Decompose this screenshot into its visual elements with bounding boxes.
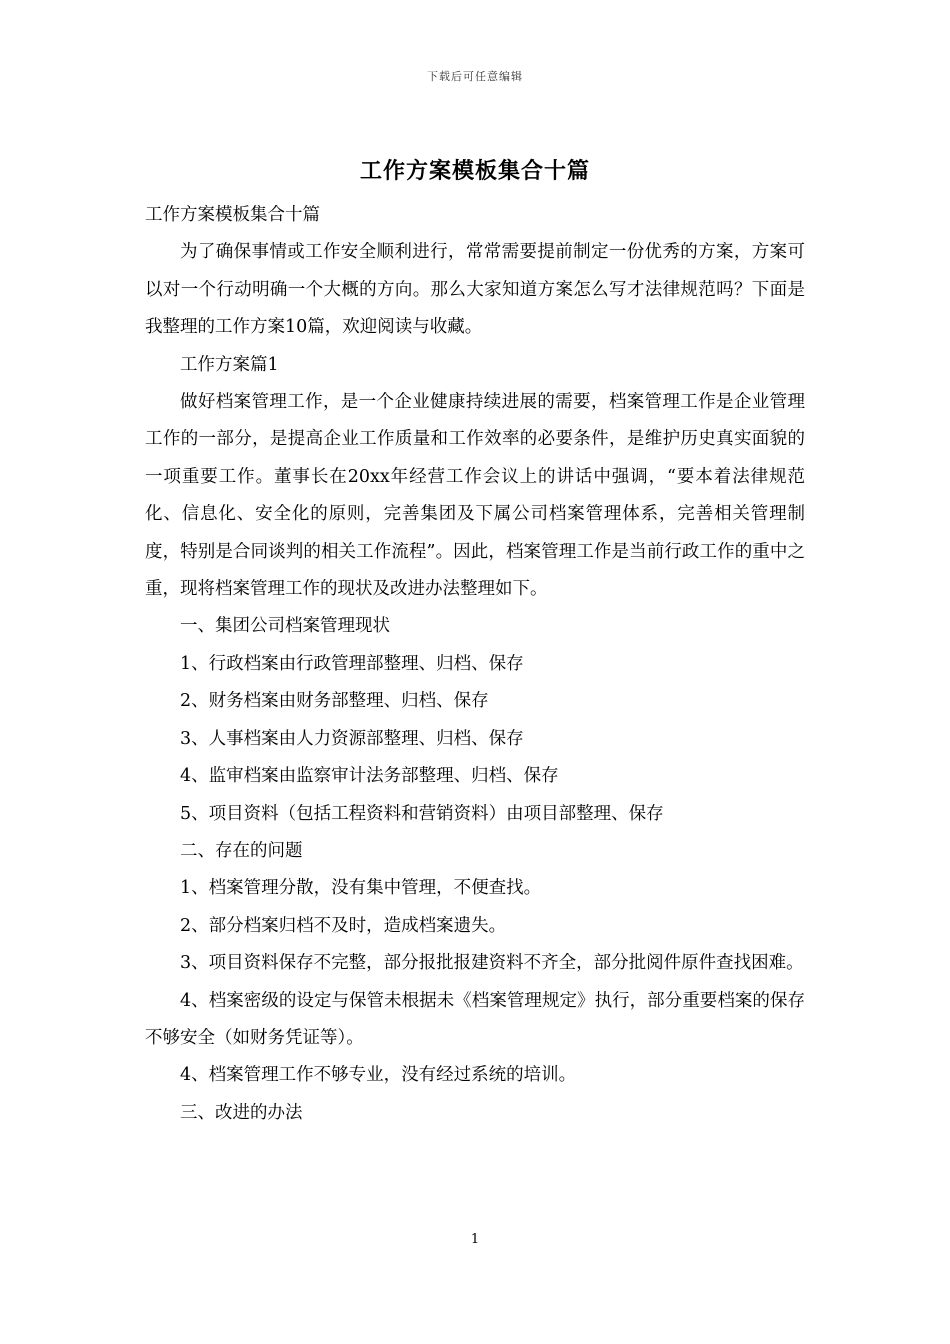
list-item: 3、人事档案由人力资源部整理、归档、保存	[180, 728, 524, 749]
list-item: 1、档案管理分散，没有集中管理，不便查找。	[180, 878, 542, 899]
list-item: 5、项目资料（包括工程资料和营销资料）由项目部整理、保存	[180, 803, 664, 824]
intro-paragraph: 为了确保事情或工作安全顺利进行，常常需要提前制定一份优秀的方案，方案可以对一个行动明确一个大概的方向。那么大家知道方案怎么写才法律规范吗？下面是我整理的工作方案10篇，欢迎阅读与收藏。	[145, 242, 805, 338]
subtitle-paragraph: 工作方案模板集合十篇	[145, 205, 320, 225]
document-body	[145, 197, 805, 1132]
list-item: 3、项目资料保存不完整，部分报批报建资料不齐全，部分批阅件原件查找困难。	[180, 953, 804, 974]
section-heading: 三、改进的办法	[180, 1102, 303, 1123]
header-note: 下载后可任意编辑	[427, 70, 523, 83]
list-item: 4、档案密级的设定与保管未根据未《档案管理规定》执行，部分重要档案的保存不够安全（如财务凭证等）。	[145, 990, 805, 1048]
section-heading: 工作方案篇1	[180, 354, 279, 375]
list-item: 4、档案管理工作不够专业，没有经过系统的培训。	[180, 1065, 577, 1086]
document-title: 工作方案模板集合十篇	[359, 158, 590, 184]
section-heading: 一、集团公司档案管理现状	[180, 616, 390, 637]
list-item: 4、监审档案由监察审计法务部整理、归档、保存	[180, 766, 559, 787]
list-item: 2、部分档案归档不及时，造成档案遗失。	[180, 915, 507, 936]
page-number: 1	[470, 1232, 480, 1247]
body-paragraph: 做好档案管理工作，是一个企业健康持续进展的需要，档案管理工作是企业管理工作的一部分，是提高企业工作质量和工作效率的必要条件，是维护历史真实面貌的一项重要工作。董事长在20xx年经营工作会议上的讲话中强调，“要本着法律规范化、信息化、安全化的原则，完善集团及下属公司档案管理体系，完善相关管理制度，特别是合同谈判的相关工作流程”。因此，档案管理工作是当前行政工作的重中之重，现将档案管理工作的现状及改进办法整理如下。	[145, 392, 805, 600]
section-heading: 二、存在的问题	[180, 840, 303, 861]
list-item: 2、财务档案由财务部整理、归档、保存	[180, 691, 489, 712]
list-item: 1、行政档案由行政管理部整理、归档、保存	[180, 653, 524, 674]
